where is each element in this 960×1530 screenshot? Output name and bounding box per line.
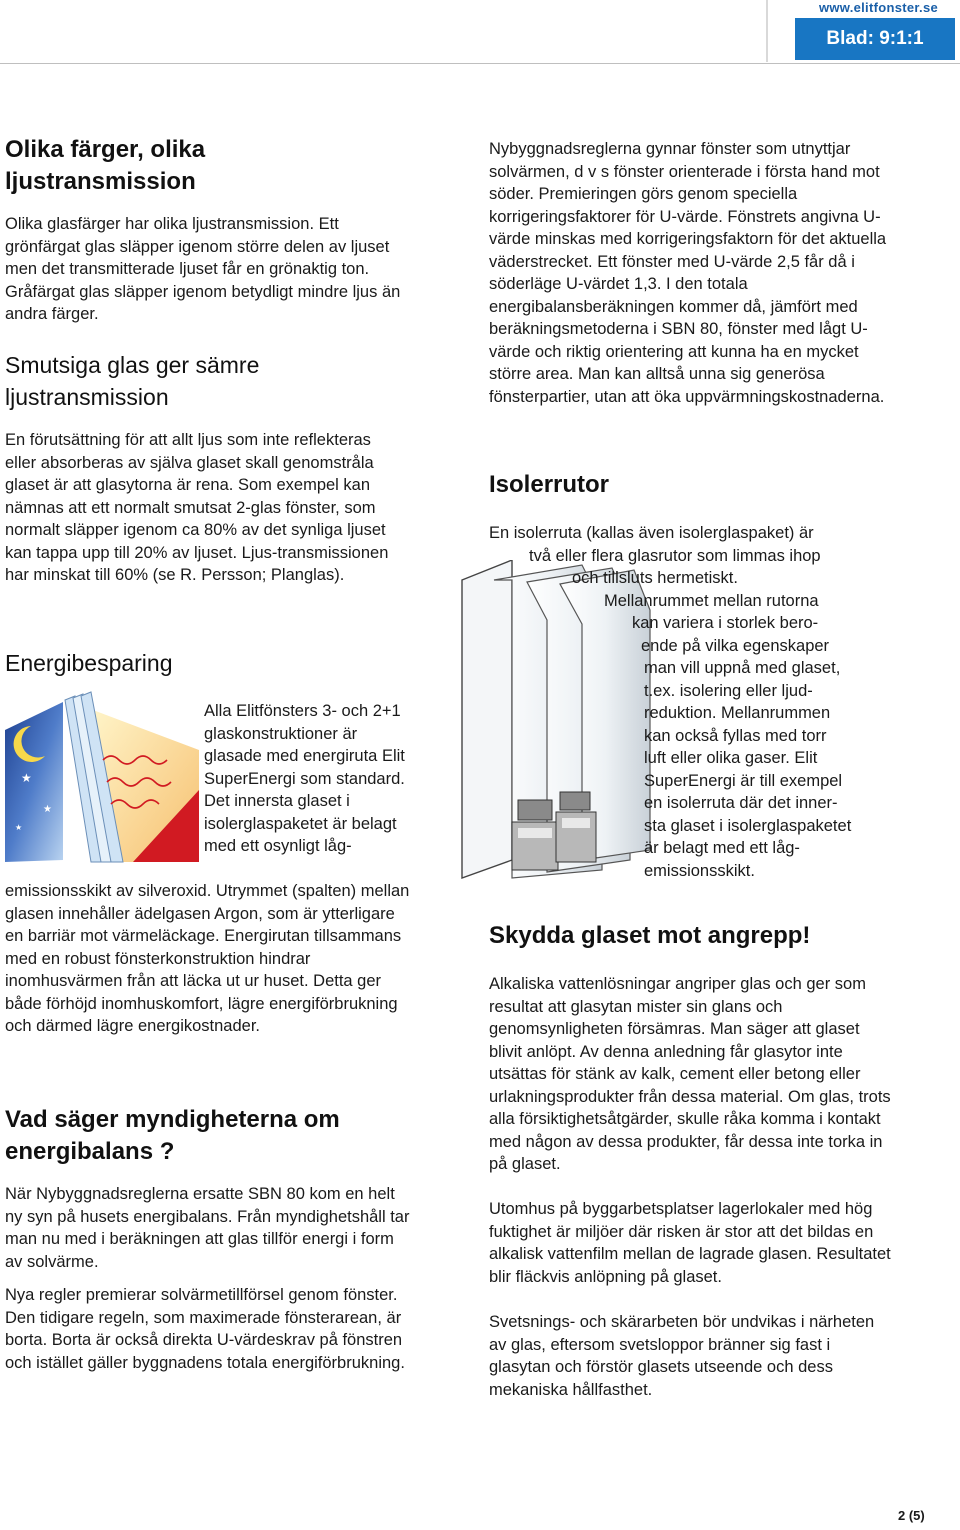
para-smutsiga-glas: En förutsättning för att allt ljus som inte reflekteras eller absorberas av själva glaset skall genomstråla glaset är att glasytorna är rena. Som exempel kan nämnas att ett normalt smutsat 2-glas fönster, som normalt släpper igenom ca 80% av det synliga ljuset kan tappa upp till 20% av ljuset. Ljus-transmissionen har minskat till 60% (se R. Persson; Planglas). (5, 431, 389, 584)
svg-text:★: ★ (15, 823, 23, 832)
iso-line: emissionsskikt. (644, 861, 755, 880)
heading-skydda-glaset: Skydda glaset mot angrepp! (489, 922, 811, 949)
energy-window-illustration (3, 690, 199, 865)
heading-energibesparing: Energibesparing (5, 650, 173, 676)
para-olika-farger: Olika glasfärger har olika ljustransmission. Ett grönfärgat glas släpper igenom större delen av ljuset men det transmitterade ljuset får en grönaktig ton. Gråfärgat glas släpper igenom betydligt mindre ljus än andra färger. (5, 215, 401, 323)
isolerruta-text (489, 522, 851, 882)
header-divider (766, 0, 768, 62)
iso-line: ende på vilka egenskaper (641, 636, 830, 655)
iso-line: kan variera i storlek bero- (632, 614, 819, 632)
iso-line: och tillsluts hermetiskt. (572, 569, 738, 587)
para-nybyggnadsreglerna: Nybyggnadsreglerna gynnar fönster som utnyttjar solvärmen, d v s fönster orienterade i första hand mot söder. Premieringen görs genom speciella korrigeringsfaktorer för U-värde. Fönstrets angivna U-värde minskas med korrigeringsfaktorn för det aktuella väderstrecket. Ett fönster med U-värde 2,5 får då i söderläge U-värdet 1,3. I den totala energibalansberäkningen kommer då, jämfört med beräkningsmetoderna i SBN 80, fönster med lågt U-värde och riktig orientering att kunna ha en mycket större area. Man kan alltså unna sig generösa fönsterpartier, utan att öka uppvärmningskostnaderna. (489, 140, 887, 406)
para-energibesparing: emissionsskikt av silveroxid. Utrymmet (spalten) mellan glasen innehåller ädelgasen Argon, som är ytterligare en barriär mot värmeläckage. Energirutan tillsammans med en robust fönsterkonstruktion hindrar inomhusvärmen från att läcka ut ur huset. Detta ger både förhöjd inomhuskomfort, lägre energiförbrukning och därmed lägre energikostnader. (5, 882, 410, 1035)
para-skydda-3: Svetsnings- och skärarbeten bör undvikas i närheten av glas, eftersom svetsloppor bränner sig fast i glasytan och förstör glasets utseende och dess mekaniska hållfasthet. (489, 1313, 875, 1399)
iso-line: En isolerruta (kallas även isolerglaspaket) är (489, 524, 814, 542)
iso-line: reduktion. Mellanrummen (644, 704, 831, 722)
iso-line: man vill uppnå med glaset, (644, 659, 841, 677)
svg-text:★: ★ (21, 771, 32, 785)
iso-line: Mellanrummet mellan rutorna (604, 591, 819, 610)
website-url[interactable]: www.elitfonster.se (818, 0, 938, 15)
header-rule (0, 63, 960, 64)
svg-text:★: ★ (43, 804, 52, 815)
para-skydda-1: Alkaliska vattenlösningar angriper glas och ger som resultat att glasytan mister sin glans och genomsynligheten försämras. Man säger att glaset blivit anlöpt. Av denna anledning får glasytor inte utsättas för stänk av kalk, cement eller betong eller urlakningsprodukter från dessa material. Om glas, trots alla försiktighetsåtgärder, skulle råka komma i kontakt med någon av dessa produkter, får dessa inte torka in på glaset. (489, 975, 891, 1173)
heading-olika-farger: Olika färger, olika ljustransmission (5, 136, 206, 195)
iso-line: kan också fyllas med torr (644, 726, 827, 745)
para-myndigheterna-1: När Nybyggnadsreglerna ersatte SBN 80 kom en helt ny syn på husets energibalans. Från myndighetshåll tar man nu med i beräkningen att glas tillför energi i form av solvärme. (5, 1185, 410, 1271)
para-energibesparing-beside: Alla Elitfönsters 3- och 2+1 glaskonstruktioner är glasade med energiruta Elit SuperEnergi som standard. Det innersta glaset i isolerglaspaketet är belagt med ett osynligt låg- (204, 702, 405, 855)
iso-line: luft eller olika gaser. Elit (644, 749, 818, 767)
iso-line: sta glaset i isolerglaspaketet (644, 816, 852, 835)
iso-line: SuperEnergi är till exempel (644, 771, 843, 790)
sheet-badge: Blad: 9:1:1 (795, 18, 955, 60)
para-skydda-2: Utomhus på byggarbetsplatser lagerlokaler med hög fuktighet är miljöer där risken är stor att det bildas en alkalisk vattenfilm mellan de lagrade glasen. Resultatet blir fläckvis anlöpning på glaset. (489, 1200, 891, 1286)
iso-line: t.ex. isolering eller ljud- (644, 681, 813, 700)
page-number: 2 (5) (898, 1508, 925, 1523)
heading-smutsiga-glas: Smutsiga glas ger sämre ljustransmission (5, 352, 260, 410)
iso-line: är belagt med ett låg- (644, 839, 800, 857)
iso-line: en isolerruta där det inner- (644, 794, 838, 812)
iso-line: två eller flera glasrutor som limmas ihop (529, 546, 821, 565)
heading-myndigheterna: Vad säger myndigheterna om energibalans ? (5, 1106, 340, 1165)
para-myndigheterna-2: Nya regler premierar solvärmetillförsel genom fönster. Den tidigare regeln, som maximerade fönsterarean, är borta. Borta är också direkta U-värdeskrav på fönstren och istället gäller byggnadens totala energiförbrukning. (5, 1286, 405, 1372)
heading-isolerrutor: Isolerrutor (489, 471, 610, 498)
